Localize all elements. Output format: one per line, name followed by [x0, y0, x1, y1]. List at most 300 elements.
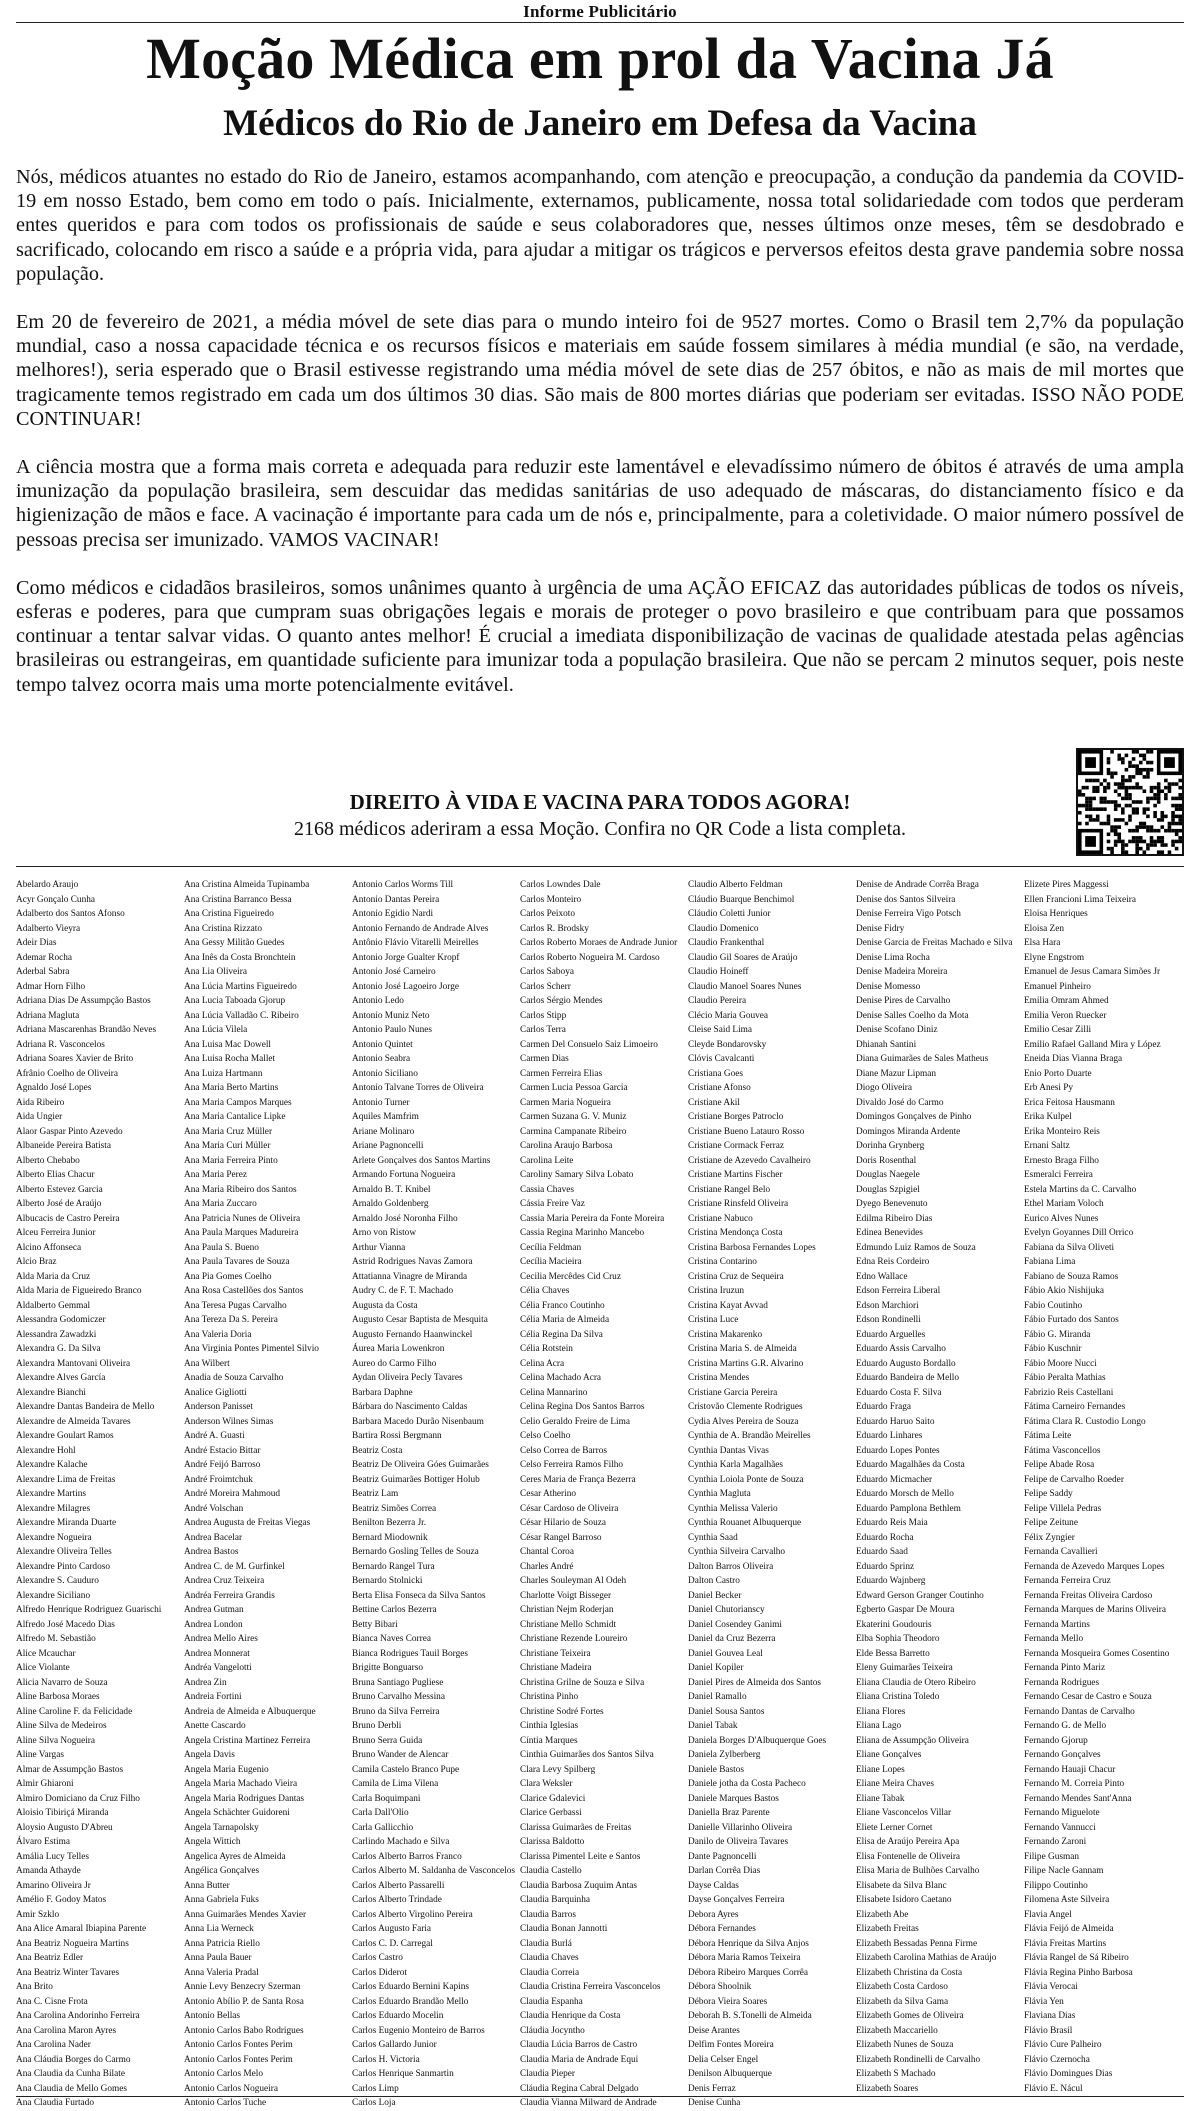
signatory-name: Eduardo Morsch de Mello: [856, 1489, 954, 1499]
signatory-name: Ana Virginia Pontes Pimentel Silvio: [184, 1344, 319, 1354]
signatory-name: Fabiana Lima: [1024, 1257, 1076, 1267]
signatory-name: Ekaterini Goudouris: [856, 1619, 932, 1630]
signatory-name: Celina Mannarino: [520, 1387, 588, 1398]
motion-body: [16, 165, 1184, 721]
signatory-name: Carlos Terra: [520, 1025, 566, 1035]
signatory-name: Aydan Oliveira Pecly Tavares: [352, 1373, 463, 1383]
signatory-name: Ana C. Cisne Frota: [16, 1996, 88, 2007]
signatory-name: Carlos Diderot: [352, 1967, 407, 1978]
signatory-name: Alda Maria de Figueiredo Branco: [16, 1286, 142, 1296]
signatory-name: Anna Butter: [184, 1880, 230, 1891]
signatory-name: Angélica Gonçalves: [184, 1866, 260, 1876]
signatory-name: Claudio Frankenthal: [688, 938, 765, 948]
signatory-name: Flávio Brasil: [1024, 2025, 1073, 2036]
signatory-name: Elsa Hara: [1024, 938, 1061, 948]
signatory-name: Fernanda de Azevedo Marques Lopes: [1024, 1561, 1165, 1572]
signatory-name: Eleny Guimarães Teixeira: [856, 1663, 953, 1673]
signatory-name: Cinthia Iglesias: [520, 1721, 579, 1731]
signatory-name: Célia Rotstein: [520, 1344, 573, 1354]
signatory-name: Flávio Domingues Dias: [1024, 2069, 1113, 2079]
signatory-name: César Rangel Barroso: [520, 1532, 602, 1543]
signatory-name: Edmundo Luiz Ramos de Souza: [856, 1242, 976, 1253]
signatory-name: Carlos Roberto Moraes de Andrade Junior: [520, 938, 678, 948]
signatory-name: Carlos Eduardo Bernini Kapins: [352, 1982, 469, 1992]
signatory-name: Célia Maria de Almeida: [520, 1315, 610, 1325]
signatory-name: Carlos Alberto M. Saldanha de Vasconcelos: [352, 1866, 516, 1876]
signatory-name: Cristiane Rinsfeld Oliveira: [688, 1199, 789, 1209]
signatory-name: Antonio Talvane Torres de Oliveira: [352, 1083, 484, 1093]
signatory-name: Anna Guimarães Mendes Xavier: [184, 1909, 307, 1920]
signatory-name: Beatriz De Oliveira Góes Guimarães: [352, 1460, 489, 1470]
signatory-name: Ana Luisa Mac Dowell: [184, 1039, 272, 1050]
signatory-name: Beatriz Guimarães Bottiger Holub: [352, 1474, 480, 1485]
signatory-name: Edna Reis Cordeiro: [856, 1257, 930, 1267]
signatory-name: Denise Momesso: [856, 981, 921, 992]
signatory-name: Flaviana Dias: [1024, 2011, 1076, 2021]
signatory-name: Abelardo Araujo: [16, 880, 79, 890]
signatory-name: Douglas Szpigiel: [856, 1184, 920, 1195]
signatory-name: Antonio Siciliano: [352, 1068, 418, 1079]
signatory-name: Ana Maria Cantalice Lipke: [184, 1112, 286, 1122]
signatory-name: Cesar Atherino: [520, 1489, 577, 1499]
signatory-name: Adriana Mascarenhas Brandão Neves: [16, 1025, 157, 1035]
signatory-name: Antonio Muniz Neto: [352, 1010, 430, 1021]
signatory-name: Arthur Vianna: [352, 1242, 406, 1253]
signatory-name: Alexandre Kalache: [16, 1460, 88, 1470]
signatory-name: Alexandra Mantovani Oliveira: [16, 1358, 131, 1369]
signatory-name: Daniele jotha da Costa Pacheco: [688, 1779, 806, 1789]
signatory-name: Ana Claudia de Mello Gomes: [16, 2083, 128, 2094]
signatory-name: Carlos Alberto Barros Franco: [352, 1851, 462, 1862]
signatory-name: Andrea Cruz Teixeira: [184, 1576, 265, 1586]
signatory-name: Carmen Dias: [520, 1054, 569, 1064]
signatory-name: Bruno Serra Guida: [352, 1735, 423, 1746]
signatory-name: André A. Guasti: [184, 1431, 245, 1441]
signatory-name: Cíntia Marques: [520, 1735, 578, 1746]
signatory-name: Cristiane Nabuco: [688, 1213, 753, 1224]
signatory-name: Annie Levy Benzecry Szerman: [184, 1982, 301, 1992]
signatory-name: Delfim Fontes Moreira: [688, 2040, 774, 2050]
signatory-name: André Feijó Barroso: [184, 1460, 261, 1470]
signatory-name: Anette Cascardo: [184, 1721, 246, 1731]
signatory-name: Fátima Clara R. Custodio Longo: [1024, 1416, 1146, 1427]
signatory-name: Cleise Said Lima: [688, 1025, 753, 1035]
signatory-name: Claudia Correia: [520, 1967, 580, 1978]
signatory-name: Eduardo Costa F. Silva: [856, 1387, 942, 1398]
signatory-name: Cristiane Akil: [688, 1097, 740, 1108]
signatory-name: Cristiane de Azevedo Cavalheiro: [688, 1155, 811, 1166]
signatory-name: Clara Weksler: [520, 1779, 573, 1789]
signatory-name: Ana Maria Perez: [184, 1170, 247, 1180]
signatory-name: Cynthia Dantas Vivas: [688, 1445, 769, 1456]
signatory-name: Daniel Gouvea Leal: [688, 1648, 763, 1659]
signatory-name: Carlos Alberto Passarelli: [352, 1880, 445, 1891]
signatory-name: Carlos Loja: [352, 2098, 396, 2108]
signatory-name: Cristina Luce: [688, 1315, 739, 1325]
signatory-name: Claudio Manoel Soares Nunes: [688, 981, 802, 992]
signatory-name: Armando Fortuna Nogueira: [352, 1170, 456, 1180]
signatory-name: Domingos Miranda Ardente: [856, 1126, 961, 1137]
signatory-name: Alexandre S. Cauduro: [16, 1576, 99, 1586]
signatory-name: Claudia Cristina Ferreira Vasconcelos: [520, 1982, 661, 1992]
signatory-name: Ana Claudia da Cunha Bilate: [16, 2069, 125, 2079]
signatory-name: Fabiano de Souza Ramos: [1024, 1271, 1119, 1282]
paragraph: Como médicos e cidadãos brasileiros, somos unânimes quanto à urgência de uma AÇÃO EFICAZ das autoridades públicas de todos os níveis, esferas e poderes, para que cumpram suas obrigações legais e morais de proteger o povo brasileiro e que contribuam para que possamos continuar a tentar salvar vidas. O quanto antes melhor! É crucial a imediata disponibilização de vacinas de qualidade atestada pelas agências brasileiras ou estrangeiras, em quantidade suficiente para imunizar toda a população brasileira. Que não se percam 2 minutos sequer, pois neste tempo talvez ocorra mais uma morte potencialmente evitável.: [16, 576, 1184, 696]
signatory-name: Cassia Regina Marinho Mancebo: [520, 1228, 645, 1238]
signatory-name: Carlos H. Victoria: [352, 2054, 420, 2065]
signatory-name: Enio Porto Duarte: [1024, 1068, 1092, 1079]
signatory-name: Eliane Vasconcelos Villar: [856, 1808, 952, 1818]
page-subtitle: Médicos do Rio de Janeiro em Defesa da Vacina: [223, 103, 977, 144]
signatory-name: Flávio Czernocha: [1024, 2054, 1090, 2065]
signatory-name: Elisa de Araújo Pereira Apa: [856, 1837, 960, 1847]
signatory-name: Charles André: [520, 1561, 574, 1572]
signatory-name: Felipe Villela Pedras: [1024, 1503, 1102, 1514]
signatory-name: Edno Wallace: [856, 1271, 908, 1282]
signatory-name: Antonio Carlos Babo Rodrigues: [184, 2025, 304, 2036]
signatory-name: Christina Grilne de Souza e Silva: [520, 1677, 645, 1688]
signatory-name: Anderson Wilnes Simas: [184, 1416, 274, 1427]
signatory-name: Antonio Carlos Fontes Perim: [184, 2040, 293, 2050]
signatory-name: Filipe Gusman: [1024, 1851, 1080, 1862]
signatory-name: Flávia Rangel de Sá Ribeiro: [1024, 1953, 1129, 1963]
signatory-name: Cristina Mendes: [688, 1373, 750, 1383]
signatory-name: Cláudio Coletti Junior: [688, 909, 771, 919]
signatory-name: Dalton Castro: [688, 1576, 740, 1586]
signatory-name: Célia Regina Da Silva: [520, 1329, 603, 1340]
signatory-name: Alberto José de Araújo: [16, 1199, 102, 1209]
paragraph: A ciência mostra que a forma mais correta e adequada para reduzir este lamentável e elevadíssimo número de óbitos é através de uma ampla imunização da população brasileira, sem descuidar das medidas sanitárias de uso adequado de máscaras, do distanciamento físico e da higienização de mãos e face. A vacinação é importante para cada um de nós e, principalmente, para a coletividade. O maior número possível de pessoas precisa ser imunizado. VAMOS VACINAR!: [16, 456, 1184, 551]
signatory-name: Claudia Vianna Milward de Andrade: [520, 2098, 657, 2108]
signatory-name: Eduardo Lopes Pontes: [856, 1445, 940, 1456]
signatory-name: Christiane Teixeira: [520, 1648, 591, 1659]
signatory-name: Erika Kulpel: [1024, 1112, 1072, 1122]
signatory-name: Betty Bibari: [352, 1619, 398, 1630]
signatory-name: Aline Silva de Medeiros: [16, 1721, 107, 1731]
signatory-name: Claudio Pereira: [688, 996, 747, 1006]
signatory-name: Ana Gessy Militão Guedes: [184, 938, 285, 948]
signatory-name: Cristiane Afonso: [688, 1083, 751, 1093]
signatory-name: Elizabeth Gomes de Oliveira: [856, 2011, 964, 2021]
signatory-name: Débora Maria Ramos Teixeira: [688, 1953, 801, 1963]
signatory-name: Barbara Daphne: [352, 1387, 413, 1398]
signatory-name: Ana Paula Marques Madureira: [184, 1228, 299, 1238]
signatory-name: Andréa Ferreira Grandis: [184, 1590, 275, 1601]
signatory-name: Ana Pia Gomes Coelho: [184, 1271, 272, 1282]
signatory-name: Angela Davis: [184, 1750, 235, 1760]
signatory-name: Cristiane Borges Patroclo: [688, 1112, 784, 1122]
signatory-name: Elizabeth Soares: [856, 2083, 919, 2094]
signatory-name: Eduardo Saad: [856, 1547, 908, 1557]
signatory-name: Christiane Madeira: [520, 1663, 592, 1673]
signatory-name: Ana Maria Campos Marques: [184, 1097, 292, 1108]
signatory-name: Fernanda Cavallieri: [1024, 1547, 1098, 1557]
signatory-name: Eduardo Micmacher: [856, 1474, 933, 1485]
signatory-name: Dayse Caldas: [688, 1880, 739, 1891]
signatory-name: Celso Ferreira Ramos Filho: [520, 1460, 624, 1470]
signatory-name: Alceu Ferreira Junior: [16, 1228, 96, 1238]
signatory-name: Celso Correa de Barros: [520, 1445, 608, 1456]
signatory-name: Alexandre Martins: [16, 1489, 86, 1499]
signatory-name: Andreia de Almeida e Albuquerque: [184, 1706, 316, 1717]
signatory-name: Andrea C. de M. Gurfinkel: [184, 1561, 285, 1572]
signatory-name: Afrânio Coelho de Oliveira: [16, 1068, 118, 1079]
signatory-name: Ana Maria Ferreira Pinto: [184, 1155, 278, 1166]
signatory-name: Eduardo Wajnberg: [856, 1576, 926, 1586]
signatory-name: Célia Franco Coutinho: [520, 1300, 605, 1311]
signatory-name: Fátima Carneiro Fernandes: [1024, 1402, 1126, 1412]
signatory-name: Antonio Fernando de Andrade Alves: [352, 923, 489, 934]
signatory-name: Barbara Macedo Durão Nisenbaum: [352, 1416, 484, 1427]
signatory-name: Alexandre Miranda Duarte: [16, 1518, 117, 1528]
signatory-name: Camila de Lima Vilena: [352, 1779, 439, 1789]
signatory-name: Daniel Becker: [688, 1590, 742, 1601]
signatory-name: Elisabete Isidoro Caetano: [856, 1895, 952, 1905]
signatory-name: Anna Gabriela Fuks: [184, 1895, 259, 1905]
signatory-name: Daniel Tabak: [688, 1721, 738, 1731]
signatory-name: Adalberto dos Santos Afonso: [16, 909, 125, 919]
signatory-name: Débora Ribeiro Marques Corrêa: [688, 1967, 809, 1978]
signatory-name: Aquiles Mamfrim: [352, 1112, 419, 1122]
signatory-name: Cristovão Clemente Rodrigues: [688, 1402, 803, 1412]
signatory-name: Ethel Mariam Voloch: [1024, 1199, 1104, 1209]
signatory-name: Angela Wittich: [184, 1837, 241, 1847]
signatory-name: Ana Cláudia Borges do Carmo: [16, 2054, 131, 2065]
signatory-name: Antonio Dantas Pereira: [352, 894, 440, 905]
signatory-name: Amanda Athayde: [16, 1866, 81, 1876]
signatory-name: Antonio Quintet: [352, 1039, 413, 1050]
signatory-name: Adalberto Vieyra: [16, 923, 81, 934]
signatory-name: Eliana Flores: [856, 1706, 906, 1717]
signatory-name: Bruna Santiago Pugliese: [352, 1677, 444, 1688]
signatory-name: Daniela Borges D'Albuquerque Goes: [688, 1735, 827, 1746]
signatory-name: Elizabeth Abe: [856, 1909, 909, 1920]
signatory-name: Denis Ferraz: [688, 2083, 736, 2094]
signatory-name: Deborah B. S.Tonelli de Almeida: [688, 2011, 812, 2021]
signatory-name: Antonio Carlos Melo: [184, 2069, 264, 2079]
signatory-name: Carlos R. Brodsky: [520, 923, 589, 934]
signatory-name: Ariane Pagnoncelli: [352, 1141, 424, 1151]
signatory-name: Eneida Dias Vianna Braga: [1024, 1054, 1123, 1064]
signatory-name: Fernando Vannucci: [1024, 1822, 1096, 1833]
signatory-name: Agnaldo José Lopes: [16, 1083, 92, 1093]
signatory-name: Aida Ungier: [16, 1112, 63, 1122]
signatory-name: Aureo do Carmo Filho: [352, 1358, 437, 1369]
signatory-name: Brigitte Bonguarso: [352, 1663, 424, 1673]
signatory-name: Carla Gallicchio: [352, 1822, 414, 1833]
signatory-name: Andréa Vangelotti: [184, 1663, 252, 1673]
signatory-name: Ana Paula S. Bueno: [184, 1242, 259, 1253]
signatory-name: Anna Lia Werneck: [184, 1924, 254, 1934]
signatory-name: André Moreira Mahmoud: [184, 1489, 281, 1499]
signatory-name: Edson Rondinelli: [856, 1315, 921, 1325]
signatory-name: Flávia Freitas Martins: [1024, 1938, 1107, 1949]
signatory-name: Fernando Miguelote: [1024, 1808, 1100, 1818]
signatory-name: Eduardo Reis Maia: [856, 1518, 928, 1528]
signatory-name: Christina Pinho: [520, 1692, 579, 1702]
signatory-name: Arnaldo B. T. Knibel: [352, 1184, 431, 1195]
signatory-name: Admar Horn Filho: [16, 981, 86, 992]
signatory-name: Diogo Oliveira: [856, 1083, 913, 1093]
signatory-name: Christine Sodré Fortes: [520, 1706, 604, 1717]
signatory-name: Flávia Regina Pinho Barbosa: [1024, 1967, 1133, 1978]
bottom-rule: [16, 2096, 1184, 2097]
signatory-name: Fernanda Pinto Mariz: [1024, 1663, 1106, 1673]
signatory-name: Beatriz Costa: [352, 1445, 403, 1456]
signatory-name: Bruno Derbli: [352, 1721, 402, 1731]
signatory-name: Carmen Suzana G. V. Muniz: [520, 1112, 627, 1122]
signatory-name: Eduardo Haruo Saito: [856, 1416, 935, 1427]
signatory-name: Elisa Maria de Bulhões Carvalho: [856, 1866, 980, 1876]
signatory-name: Doris Rosenthal: [856, 1155, 917, 1166]
signatory-name: Cristiane Martins Fischer: [688, 1170, 783, 1180]
signatory-name: André Estacio Bittar: [184, 1445, 261, 1456]
signatory-name: Dorinha Grynberg: [856, 1141, 925, 1151]
signatory-name: Arnaldo Goldenberg: [352, 1199, 429, 1209]
signatory-name: Cinthia Guimarães dos Santos Silva: [520, 1750, 654, 1760]
signatory-name: Alberto Estevez Garcia: [16, 1184, 103, 1195]
signatory-name: Fernando M. Correia Pinto: [1024, 1779, 1125, 1789]
signatory-name: Celina Regina Dos Santos Barros: [520, 1402, 645, 1412]
signatory-name: Elizabeth S Machado: [856, 2069, 936, 2079]
signatory-name: Andrea Gutman: [184, 1605, 244, 1615]
signatory-name: Ana Lúcia Valladão C. Ribeiro: [184, 1010, 299, 1021]
signatory-name: Denise dos Santos Silveira: [856, 894, 956, 905]
signatory-name: Ana Inês da Costa Bronchtein: [184, 952, 296, 963]
signatory-name: Antonio Paulo Nunes: [352, 1025, 433, 1035]
signatory-name: Alexandre Nogueira: [16, 1532, 92, 1543]
cta-subline: 2168 médicos aderiram a essa Moção. Confira no QR Code a lista completa.: [293, 818, 907, 840]
signatory-name: Fátima Leite: [1024, 1431, 1072, 1441]
top-rule: [16, 22, 1184, 23]
signatory-name: Ana Valeria Doria: [184, 1329, 252, 1340]
signatory-name: Adriana R. Vasconcelos: [16, 1039, 105, 1050]
signatory-name: Antonio Seabra: [352, 1054, 411, 1064]
signatory-name: Bettine Carlos Bezerra: [352, 1605, 437, 1615]
signatory-name: Eduardo Augusto Bordallo: [856, 1358, 956, 1369]
signatory-name: Alexandra G. Da Silva: [16, 1344, 101, 1354]
signatory-name: Cynthia Silveira Carvalho: [688, 1547, 786, 1557]
signatory-name: Amália Lucy Telles: [16, 1851, 90, 1862]
signatory-name: Cecilia Mercêdes Cid Cruz: [520, 1271, 621, 1282]
signatory-name: Emanuel Pinheiro: [1024, 981, 1091, 992]
signatory-name: Anna Paula Bauer: [184, 1953, 252, 1963]
signatory-name: Fernanda Rodrigues: [1024, 1677, 1100, 1688]
signatory-name: Ana Paula Tavares de Souza: [184, 1257, 290, 1267]
signatory-name: Cecília Macieira: [520, 1257, 582, 1267]
signatory-name: Carlos Monteiro: [520, 894, 582, 905]
signatory-name: Estela Martins da C. Carvalho: [1024, 1184, 1137, 1195]
signatory-name: Denise Pires de Carvalho: [856, 996, 951, 1006]
signatory-name: Cristina Iruzun: [688, 1286, 745, 1296]
signatory-name: Antonio Carlos Fontes Perim: [184, 2054, 293, 2065]
signatory-name: Cynthia de A. Brandão Meirelles: [688, 1431, 811, 1441]
signatory-name: Antonio José Lagoeiro Jorge: [352, 981, 459, 992]
signatory-name: Elizabeth Maccariello: [856, 2025, 938, 2036]
signatory-column: [184, 878, 344, 2108]
signatory-name: Emilio Cesar Zilli: [1024, 1025, 1092, 1035]
signatory-name: Ana Beatriz Winter Tavares: [16, 1967, 120, 1978]
signatory-name: Carlos Scherr: [520, 981, 571, 992]
signatory-name: Ana Wilbert: [184, 1358, 230, 1369]
signatory-name: Fernanda Ferreira Cruz: [1024, 1576, 1111, 1586]
signatory-name: Elizabeth Freitas: [856, 1924, 919, 1934]
signatory-name: Antonio Carlos Worms Till: [352, 880, 454, 890]
signatory-name: Áurea Maria Lowenkron: [352, 1344, 445, 1354]
signatory-name: Daniel Cosendey Ganimi: [688, 1619, 782, 1630]
signatory-name: Felipe de Carvalho Roeder: [1024, 1474, 1124, 1485]
signatory-name: Débora Shoolnik: [688, 1982, 752, 1992]
signatory-name: Carla Boquimpani: [352, 1793, 421, 1804]
signatory-name: Fábio Kuschnir: [1024, 1344, 1082, 1354]
signatory-name: Delia Celser Engel: [688, 2054, 759, 2065]
signatory-name: Daniel Sousa Santos: [688, 1706, 765, 1717]
signatory-name: Diana Guimarães de Sales Matheus: [856, 1054, 989, 1064]
signatory-name: Carlos Saboya: [520, 967, 574, 977]
signatory-name: César Cardoso de Oliveira: [520, 1503, 619, 1514]
signatory-name: Cristina Cruz de Sequeira: [688, 1271, 784, 1282]
signatory-name: Eduardo Fraga: [856, 1402, 911, 1412]
signatory-name: Cristina Maria S. de Almeida: [688, 1344, 797, 1354]
signatory-name: Bruno Wander de Alencar: [352, 1750, 449, 1760]
signatory-name: Bianca Naves Correa: [352, 1634, 431, 1644]
signatory-name: Adriana Soares Xavier de Brito: [16, 1054, 134, 1064]
signatory-name: Carolina Leite: [520, 1155, 574, 1166]
signatory-name: Alfredo José Macedo Dias: [16, 1619, 115, 1630]
signatory-name: Fernanda Martins: [1024, 1619, 1090, 1630]
signatory-name: Carlos Sérgio Mendes: [520, 996, 603, 1006]
signatory-name: Carlindo Machado e Silva: [352, 1837, 450, 1847]
signatory-name: Elisabete da Silva Blanc: [856, 1880, 947, 1891]
signatory-name: Fernando Dantas de Carvalho: [1024, 1706, 1135, 1717]
signatory-name: Erica Feitosa Hausmann: [1024, 1097, 1115, 1108]
signatory-name: Denise de Andrade Corrêa Braga: [856, 880, 979, 890]
signatory-name: Anna Patricia Riello: [184, 1938, 260, 1949]
signatory-name: Adriana Dias De Assumpção Bastos: [16, 996, 151, 1006]
signatory-name: Eliete Lerner Cornet: [856, 1822, 933, 1833]
signatory-name: Alessandra Godomiczer: [16, 1315, 106, 1325]
signatory-name: Anadia de Souza Carvalho: [184, 1373, 284, 1383]
signatory-name: Caroliny Samary Silva Lobato: [520, 1170, 634, 1180]
signatory-name: Eliana Cristina Toledo: [856, 1692, 940, 1702]
signatory-name: Daniele Bastos: [688, 1764, 745, 1775]
signatory-name: Danilo de Oliveira Tavares: [688, 1837, 789, 1847]
signatory-name: Carlos Gallardo Junior: [352, 2040, 437, 2050]
signatory-name: Albucacis de Castro Pereira: [16, 1213, 120, 1224]
signatory-name: Claudia Chaves: [520, 1953, 579, 1963]
signatory-name: Denise Garcia de Freitas Machado e Silva: [856, 938, 1013, 948]
signatory-name: Alfredo M. Sebastião: [16, 1634, 96, 1644]
signatory-name: Antonio Jorge Gualter Kropf: [352, 952, 460, 963]
signatory-name: Denise Ferreira Vigo Potsch: [856, 909, 961, 919]
signatory-name: Eduardo Linhares: [856, 1431, 923, 1441]
signatory-name: Andrea Augusta de Freitas Viegas: [184, 1518, 311, 1528]
signatory-name: Cristina Martins G.R. Alvarino: [688, 1358, 804, 1369]
signatory-name: Ana Luisa Rocha Mallet: [184, 1054, 276, 1064]
signatory-name: Ana Claudia Furtado: [16, 2098, 94, 2108]
signatory-name: Fábio Furtado dos Santos: [1024, 1315, 1119, 1325]
signatory-name: Ana Lúcia Vilela: [184, 1025, 248, 1035]
signatory-name: Fernando Mendes Sant'Anna: [1024, 1793, 1132, 1804]
signatory-name: Carlos Alberto Virgolino Pereira: [352, 1909, 473, 1920]
signatory-name: Alexandre Lima de Freitas: [16, 1474, 116, 1485]
signatory-name: Augusto Cesar Baptista de Mesquita: [352, 1315, 488, 1325]
signatory-name: Almir Ghiaroni: [16, 1779, 74, 1789]
signatory-name: Eliane Lopes: [856, 1764, 905, 1775]
signatory-name: Clarissa Pimentel Leite e Santos: [520, 1851, 641, 1862]
cta-headline: DIREITO À VIDA E VACINA PARA TODOS AGORA!: [349, 790, 851, 814]
signatory-name: Claudia Espanha: [520, 1996, 583, 2007]
